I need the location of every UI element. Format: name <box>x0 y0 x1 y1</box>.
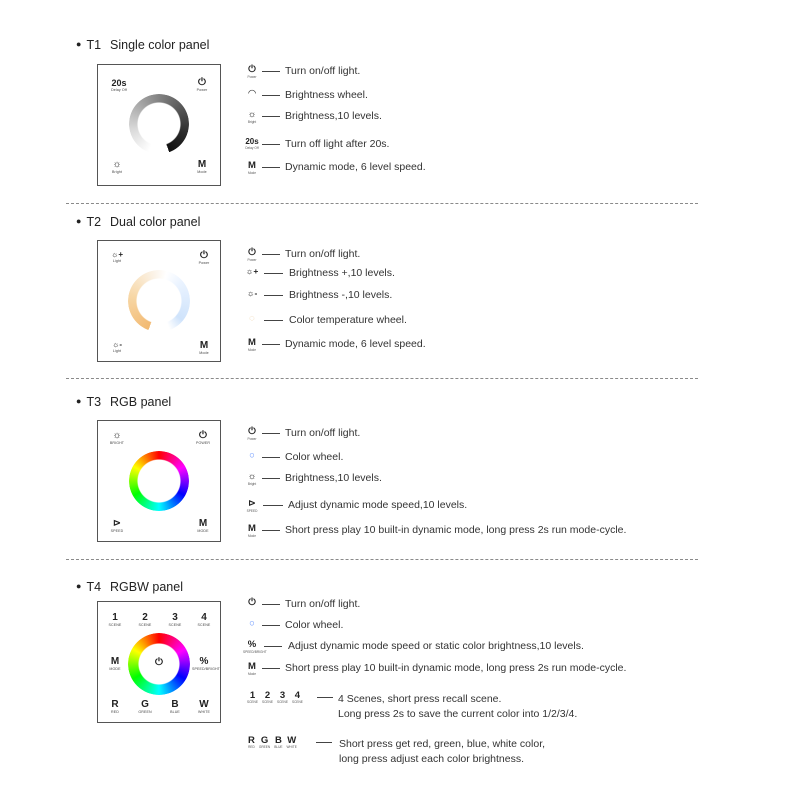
scene-icons <box>247 690 307 708</box>
scenes-description: 4 Scenes, short press recall scene. Long press 2s to save the current color into 1/2/3/4. <box>338 693 578 720</box>
section-title-t3 <box>76 395 171 409</box>
sun-icon: ☼+ <box>110 250 123 259</box>
section-code: T2 <box>86 215 102 229</box>
section-code: T3 <box>86 395 102 409</box>
speed-icon: ⊳ SPEED <box>246 498 258 513</box>
sun-plus-icon: ☼+ <box>245 266 259 276</box>
section-code: T1 <box>86 38 102 52</box>
speed-bright-button[interactable]: % SPEED/BRIGHT <box>192 656 220 671</box>
sun-icon: ☼ Bright <box>247 109 257 124</box>
scene-2-icon: 2 SCENE <box>261 689 273 704</box>
mode-icon: M Mode <box>248 160 256 175</box>
power-icon: ⏻ <box>155 657 163 668</box>
color-wheel-icon: ○ <box>249 450 255 461</box>
rgbw-description: Short press get red, green, blue, white color, long press adjust each color brightness. <box>339 738 546 765</box>
scene-4-icon: 4 SCENE <box>291 689 303 704</box>
mode-button[interactable]: M MODE <box>106 657 124 672</box>
sun-icon: ☼ <box>112 159 122 170</box>
power-icon: ⏻ Power <box>247 426 257 441</box>
mode-icon: M <box>197 159 207 170</box>
power-icon: ⏻ <box>200 250 208 261</box>
scene-3-button[interactable]: 3 SCENE <box>168 612 182 627</box>
brightness-button[interactable]: ☼ BRIGHT <box>106 431 128 446</box>
power-button[interactable]: ⏻ POWER <box>192 431 214 446</box>
section-divider <box>66 559 698 560</box>
legend-dash <box>317 697 333 698</box>
green-button[interactable]: G GREEN <box>138 699 152 714</box>
scene-3-icon: 3 SCENE <box>276 689 288 704</box>
power-icon: ⏻ <box>199 430 207 441</box>
brightness-up-button[interactable]: ☼+ Light <box>107 251 127 264</box>
color-wheel[interactable] <box>129 451 189 511</box>
mode-button[interactable]: M Mode <box>194 341 214 356</box>
bullet-icon: ● <box>76 39 82 49</box>
power-button[interactable]: ⏻ Power <box>192 78 212 93</box>
white-button[interactable]: W WHITE <box>197 699 211 714</box>
power-icon: ⏻ Power <box>247 247 257 262</box>
section-divider <box>66 203 698 204</box>
scene-1-button[interactable]: 1 SCENE <box>108 612 122 627</box>
red-icon: R RED <box>248 734 255 749</box>
sun-minus-icon: ☼- <box>246 288 258 298</box>
red-button[interactable]: R RED <box>111 699 119 714</box>
section-divider <box>66 378 698 379</box>
brightness-wheel[interactable] <box>129 94 189 154</box>
mode-button[interactable]: M Mode <box>192 160 212 175</box>
green-icon: G GREEN <box>258 734 271 749</box>
section-title-t2 <box>76 215 200 229</box>
power-icon: ⏻ <box>248 597 256 608</box>
power-button[interactable]: ⏻ Power <box>194 251 214 266</box>
blue-icon: B BLUE <box>274 734 283 749</box>
bullet-icon: ● <box>76 216 82 226</box>
mode-icon: M Mode <box>248 661 256 676</box>
blue-button[interactable]: B BLUE <box>170 699 180 714</box>
dual-color-panel <box>97 240 221 362</box>
scene-1-icon: 1 SCENE <box>247 689 258 704</box>
percent-icon: % <box>199 656 209 667</box>
sun-icon: ☼ Bright <box>247 471 257 486</box>
mode-icon: M <box>198 518 208 529</box>
rgb-panel <box>97 420 221 542</box>
mode-icon: M <box>110 656 120 667</box>
bullet-icon: ● <box>76 581 82 591</box>
scene-2-button[interactable]: 2 SCENE <box>138 612 152 627</box>
section-name: RGB panel <box>110 395 172 409</box>
section-name: Dual color panel <box>110 215 201 229</box>
percent-icon: % SPEED/BRIGHT <box>243 639 267 654</box>
section-title-t1 <box>76 38 209 52</box>
power-icon: ⏻ <box>198 77 206 88</box>
scene-4-button[interactable]: 4 SCENE <box>197 612 211 627</box>
brightness-down-button[interactable]: ☼- Light <box>107 341 127 354</box>
mode-icon: M Mode <box>248 523 256 538</box>
speed-button[interactable]: ⊳ SPEED <box>106 519 128 534</box>
temperature-wheel-icon: ◌ <box>249 313 255 324</box>
sun-icon: ☼- <box>112 340 122 349</box>
delay-icon: 20s Delay Off <box>245 137 259 150</box>
section-title-t4 <box>76 580 183 594</box>
single-color-panel <box>97 64 221 186</box>
sun-icon: ☼ <box>112 430 122 441</box>
mode-icon: M <box>199 340 209 351</box>
section-code: T4 <box>86 580 102 594</box>
delay-off-button[interactable]: 20s Delay Off <box>111 78 127 92</box>
mode-button[interactable]: M MODE <box>192 519 214 534</box>
mode-icon: M Mode <box>248 337 256 352</box>
legend-dash <box>316 742 332 743</box>
color-temperature-wheel[interactable] <box>128 270 190 332</box>
bullet-icon: ● <box>76 396 82 406</box>
color-wheel-icon: ○ <box>249 618 255 629</box>
brightness-button[interactable]: ☼ Bright <box>107 160 127 175</box>
rgbw-icons <box>248 735 301 753</box>
white-icon: W WHITE <box>286 734 297 749</box>
section-name: Single color panel <box>110 38 210 52</box>
speed-icon: ⊳ <box>112 518 122 529</box>
power-icon: ⏻ Power <box>247 64 257 79</box>
section-name: RGBW panel <box>110 580 183 594</box>
power-button[interactable] <box>151 658 167 668</box>
rgbw-panel <box>97 601 221 723</box>
wheel-icon: ◠ <box>248 88 256 99</box>
